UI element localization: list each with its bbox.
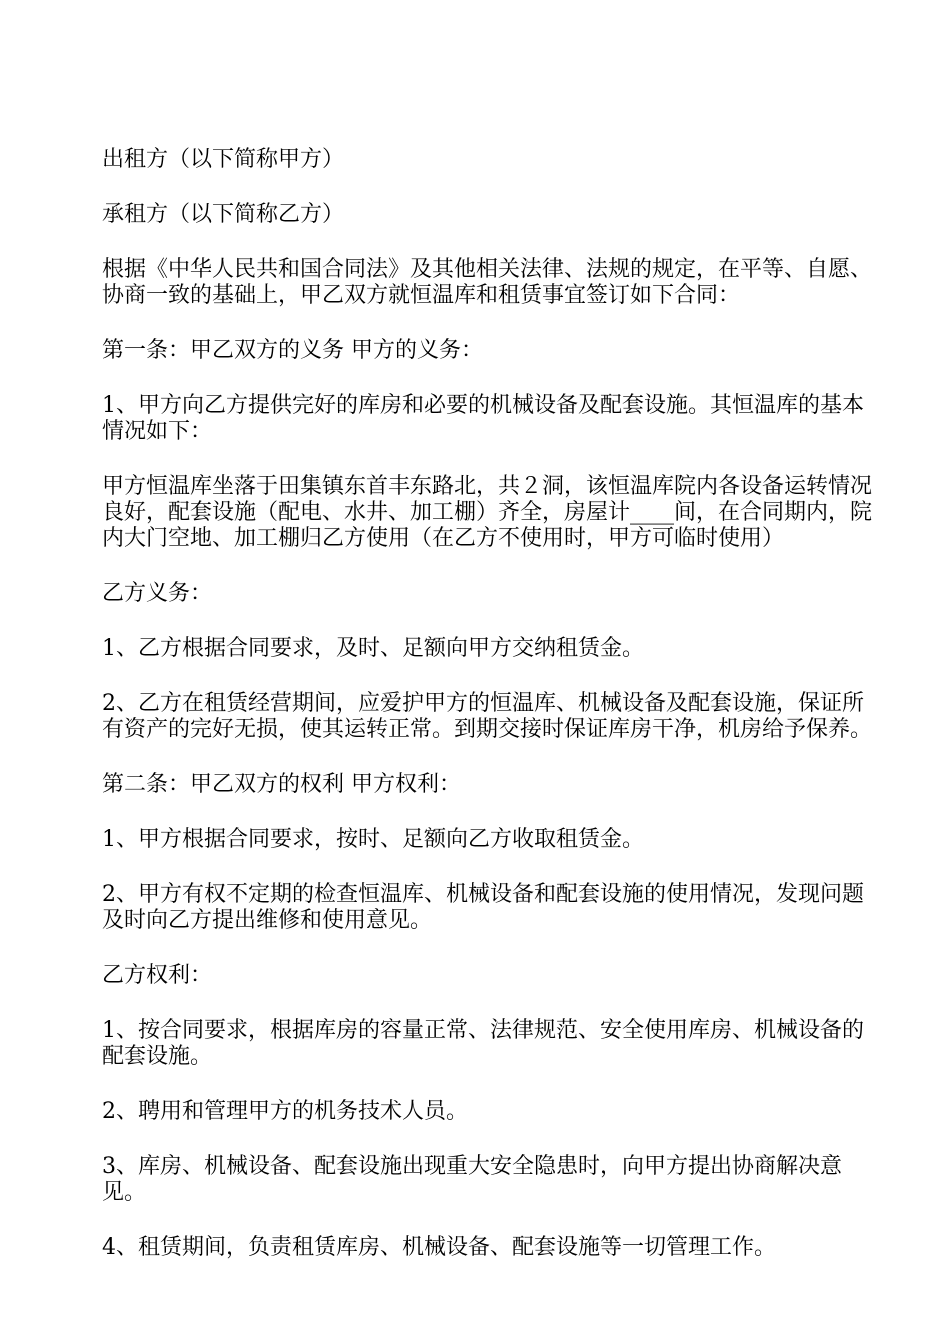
- lessee-line: 承租方（以下简称乙方）: [102, 202, 345, 227]
- party-a-obligation-1: 1、甲方向乙方提供完好的库房和必要的机械设备及配套设施。其恒温库的基本情况如下：: [102, 393, 864, 444]
- party-b-right-2: 2、聘用和管理甲方的机务技术人员。: [102, 1099, 468, 1124]
- party-b-obligation-1: 1、乙方根据合同要求，及时、足额向甲方交纳租赁金。: [102, 636, 644, 661]
- party-b-rights-heading: 乙方权利：: [102, 963, 213, 988]
- lessor-line: 出租方（以下简称甲方）: [102, 147, 345, 172]
- party-b-right-1: 1、按合同要求，根据库房的容量正常、法律规范、安全使用库房、机械设备的配套设施。: [102, 1018, 864, 1069]
- article-2-heading: 第二条：甲乙双方的权利 甲方权利：: [102, 772, 461, 797]
- preamble-paragraph: 根据《中华人民共和国合同法》及其他相关法律、法规的规定，在平等、自愿、协商一致的基础上，甲乙双方就恒温库和租赁事宜签订如下合同：: [102, 257, 873, 308]
- party-b-obligation-2: 2、乙方在租赁经营期间，应爱护甲方的恒温库、机械设备及配套设施，保证所有资产的完好无损，使其运转正常。到期交接时保证库房干净，机房给予保养。: [102, 691, 873, 742]
- party-b-right-3: 3、库房、机械设备、配套设施出现重大安全隐患时，向甲方提出协商解决意见。: [102, 1154, 842, 1205]
- party-a-right-2: 2、甲方有权不定期的检查恒温库、机械设备和配套设施的使用情况，发现问题及时向乙方提出维修和使用意见。: [102, 882, 864, 933]
- article-1-heading: 第一条：甲乙双方的义务 甲方的义务：: [102, 338, 483, 363]
- party-a-right-1: 1、甲方根据合同要求，按时、足额向乙方收取租赁金。: [102, 827, 644, 852]
- warehouse-description: 甲方恒温库坐落于田集镇东首丰东路北，共２洞，该恒温库院内各设备运转情况良好，配套设施（配电、水井、加工棚）齐全，房屋计____间，在合同期内，院内大门空地、加工棚归乙方使用（在乙方不使用时，甲方可临时使用）: [102, 474, 873, 551]
- party-b-obligations-heading: 乙方义务：: [102, 581, 213, 606]
- party-b-right-4: 4、租赁期间，负责租赁库房、机械设备、配套设施等一切管理工作。: [102, 1235, 776, 1260]
- document-body: [102, 147, 882, 1290]
